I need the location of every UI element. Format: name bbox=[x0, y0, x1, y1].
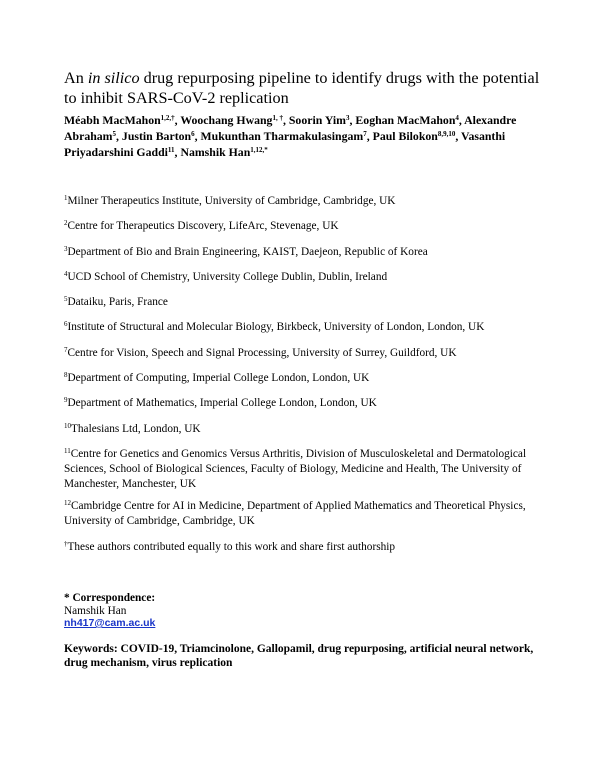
author: Namshik Han$^{1,12,*}$ bbox=[180, 145, 268, 159]
author: Soorin Yim$^3$, bbox=[288, 113, 356, 127]
affiliation: $^{10}$Thalesians Ltd, London, UK bbox=[64, 422, 201, 435]
author: Paul Bilokon$^{8,9,10}$, bbox=[372, 129, 462, 143]
paper-title: An in silico drug repurposing pipeline to identify drugs with the potential to inhibit SARS-CoV-2 replication bbox=[64, 69, 540, 107]
author: Vasanthi Priyadarshini Gaddi$^{11}$, bbox=[64, 129, 506, 159]
affiliation: $^{12}$Cambridge Centre for AI in Medicine, Department of Applied Mathematics and Theoretical Physics, University of Cambridge, Cambridge, UK bbox=[64, 499, 526, 527]
correspondence-name: Namshik Han bbox=[64, 604, 127, 617]
author: Eoghan MacMahon$^4$, bbox=[355, 113, 465, 127]
keywords: Keywords: COVID-19, Triamcinolone, Gallopamil, drug repurposing, artificial neural network, drug mechanism, virus replication bbox=[64, 643, 534, 669]
correspondence-block bbox=[64, 592, 534, 630]
paper-title-italic: in silico bbox=[87, 69, 140, 87]
affiliation: $^9$Department of Mathematics, Imperial College London, London, UK bbox=[64, 396, 377, 409]
affiliation: $^5$Dataiku, Paris, France bbox=[64, 295, 168, 308]
affiliation: $^2$Centre for Therapeutics Discovery, LifeArc, Stevenage, UK bbox=[64, 219, 339, 232]
correspondence-email-link[interactable]: nh417@cam.ac.uk bbox=[64, 617, 156, 629]
affiliation: $^3$Department of Bio and Brain Engineering, KAIST, Daejeon, Republic of Korea bbox=[64, 245, 428, 258]
affiliation: $^4$UCD School of Chemistry, University College Dublin, Dublin, Ireland bbox=[64, 270, 388, 283]
author: Alexandre Abraham$^5$, bbox=[64, 113, 517, 143]
author: Justin Barton$^6$, bbox=[121, 129, 201, 143]
equal-contribution-note: †These authors contributed equally to this work and share first authorship bbox=[64, 540, 396, 553]
affiliation: $^7$Centre for Vision, Speech and Signal Processing, University of Surrey, Guildford, UK bbox=[64, 346, 457, 359]
author: Woochang Hwang$^{1, \dagger}$, bbox=[180, 113, 289, 127]
affiliation: $^{11}$Centre for Genetics and Genomics Versus Arthritis, Division of Musculoskeletal and Dermatological Sciences, School of Biological Sciences, Faculty of Biology, Medicine and Health, The University of Manchester, Manchester, UK bbox=[64, 447, 527, 490]
affiliation: $^6$Institute of Structural and Molecular Biology, Birkbeck, University of London, London, UK bbox=[64, 320, 485, 333]
affiliation: $^1$Milner Therapeutics Institute, University of Cambridge, Cambridge, UK bbox=[64, 194, 396, 207]
affiliation: $^8$Department of Computing, Imperial College London, London, UK bbox=[64, 371, 370, 384]
author: Méabh MacMahon$^{1,2,\dagger}$, bbox=[64, 113, 181, 127]
correspondence-label: * Correspondence: bbox=[64, 592, 156, 604]
author-list bbox=[64, 112, 544, 160]
author: Mukunthan Tharmakulasingam$^7$, bbox=[200, 129, 373, 143]
